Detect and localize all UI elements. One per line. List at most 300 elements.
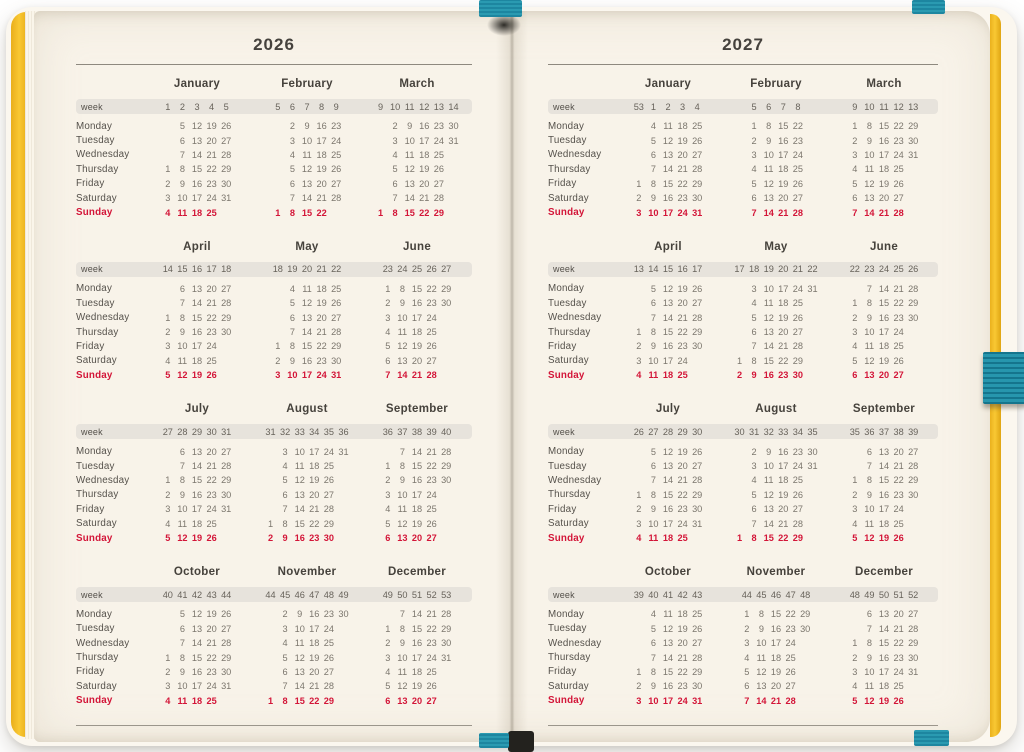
month-day-numbers <box>830 208 938 218</box>
week-number: 32 <box>279 426 291 437</box>
date-number: 2 <box>289 121 295 132</box>
month-band <box>548 562 938 708</box>
week-number: 33 <box>294 426 305 437</box>
week-number: 11 <box>879 101 889 112</box>
date-number: 10 <box>763 461 774 472</box>
date-number: 1 <box>275 341 281 352</box>
month-day-numbers <box>142 681 252 691</box>
date-number <box>805 370 820 380</box>
month-day-numbers <box>252 193 362 203</box>
date-number <box>805 533 820 543</box>
date-number <box>161 136 176 146</box>
week-number: 51 <box>893 589 904 600</box>
date-number <box>798 681 813 691</box>
date-number: 8 <box>650 666 656 677</box>
date-number: 29 <box>800 609 811 620</box>
date-number: 1 <box>852 298 858 309</box>
date-number: 1 <box>744 609 750 620</box>
week-number: 48 <box>849 589 860 600</box>
date-number <box>161 461 176 471</box>
month-day-numbers <box>614 284 722 294</box>
date-number: 20 <box>206 446 217 457</box>
week-number: 2 <box>665 101 671 112</box>
day-row <box>548 148 938 162</box>
week-number: 4 <box>694 101 700 112</box>
date-number: 24 <box>323 446 334 457</box>
month-day-numbers <box>614 136 722 146</box>
day-label: Monday <box>76 283 113 295</box>
month-day-numbers <box>142 164 252 174</box>
month-slot <box>722 78 830 90</box>
week-number: 7 <box>780 101 786 112</box>
month-day-numbers <box>362 179 472 189</box>
week-label: week <box>553 426 575 437</box>
date-number <box>336 533 351 543</box>
date-number: 17 <box>662 355 674 366</box>
date-number: 21 <box>778 207 789 218</box>
day-row <box>76 282 472 296</box>
date-number: 25 <box>206 355 217 366</box>
week-number: 6 <box>766 101 772 112</box>
month-day-numbers <box>614 638 722 648</box>
week-number: 12 <box>419 101 430 112</box>
date-number: 27 <box>426 533 437 543</box>
month-day-numbers <box>722 356 830 366</box>
date-number: 13 <box>763 193 774 204</box>
date-number: 26 <box>426 681 437 692</box>
date-number: 4 <box>751 475 757 486</box>
date-number: 29 <box>908 121 919 132</box>
day-row <box>76 339 472 353</box>
date-number: 5 <box>852 178 858 189</box>
month-day-numbers <box>614 370 722 380</box>
date-number: 27 <box>893 193 904 204</box>
week-number: 8 <box>319 101 325 112</box>
week-number: 30 <box>692 426 703 437</box>
date-number: 1 <box>275 207 281 218</box>
month-names-row <box>76 74 472 94</box>
date-number: 25 <box>323 638 334 649</box>
date-number: 24 <box>792 149 803 160</box>
date-number: 11 <box>864 518 875 529</box>
month-day-numbers <box>722 136 830 146</box>
date-number: 22 <box>316 207 327 218</box>
day-row <box>548 368 938 382</box>
month-day-numbers <box>252 356 362 366</box>
week-number: 6 <box>289 101 295 112</box>
month-day-numbers <box>830 461 938 471</box>
date-number: 22 <box>426 461 437 472</box>
date-number <box>439 313 454 323</box>
day-label: Thursday <box>76 489 119 501</box>
date-number: 24 <box>893 149 904 160</box>
date-number: 7 <box>650 164 656 175</box>
month-day-numbers <box>830 609 938 619</box>
day-label: Sunday <box>76 695 113 707</box>
date-number: 6 <box>392 178 398 189</box>
week-label: week <box>81 264 103 275</box>
date-number: 29 <box>323 518 334 529</box>
date-number: 11 <box>177 355 188 366</box>
date-number: 20 <box>411 355 423 366</box>
week-number: 9 <box>377 101 384 112</box>
date-number: 16 <box>411 638 423 649</box>
date-number: 24 <box>426 489 437 500</box>
date-number: 10 <box>756 638 767 649</box>
date-number: 28 <box>221 298 232 309</box>
week-number: 49 <box>864 589 875 600</box>
day-row <box>548 622 938 636</box>
month-day-numbers <box>252 164 362 174</box>
month-day-numbers <box>252 208 362 218</box>
month-day-numbers <box>252 696 362 706</box>
date-number <box>263 638 278 648</box>
date-number: 14 <box>191 149 203 160</box>
date-number <box>805 341 820 351</box>
date-number <box>439 519 454 529</box>
month-day-numbers <box>142 696 252 706</box>
month-day-numbers <box>722 638 830 648</box>
day-row <box>76 191 472 205</box>
date-number: 18 <box>878 164 890 175</box>
month-day-numbers <box>362 533 472 543</box>
day-label: Saturday <box>548 518 589 530</box>
month-band <box>548 74 938 220</box>
date-number: 18 <box>411 666 423 677</box>
day-row <box>76 296 472 310</box>
day-row <box>548 205 938 219</box>
date-number: 21 <box>893 461 904 472</box>
date-number: 18 <box>411 327 423 338</box>
date-number: 8 <box>751 533 757 543</box>
date-number <box>219 208 234 218</box>
date-number: 31 <box>807 461 818 472</box>
date-number: 15 <box>662 327 674 338</box>
date-number: 19 <box>206 121 217 132</box>
date-number <box>632 313 647 323</box>
date-number: 1 <box>267 518 274 529</box>
day-label: Friday <box>548 666 577 678</box>
month-slot <box>722 403 830 415</box>
week-number: 27 <box>648 426 659 437</box>
date-number: 11 <box>763 298 774 309</box>
date-number: 1 <box>267 695 274 706</box>
month-name: May <box>764 240 788 253</box>
date-number: 24 <box>331 135 342 146</box>
date-number: 27 <box>331 312 342 323</box>
date-number: 28 <box>908 623 919 634</box>
day-label: Monday <box>76 446 113 458</box>
date-number: 2 <box>736 370 743 381</box>
month-names-row <box>76 237 472 257</box>
week-number: 29 <box>677 426 688 437</box>
month-day-numbers <box>722 609 830 619</box>
date-number: 7 <box>650 312 656 323</box>
date-number: 28 <box>331 327 342 338</box>
date-number: 4 <box>385 504 391 515</box>
month-day-numbers <box>142 653 252 663</box>
date-number: 11 <box>177 518 188 529</box>
date-number: 5 <box>852 533 858 543</box>
day-label: Sunday <box>548 532 585 544</box>
date-number: 24 <box>677 355 688 366</box>
month-day-numbers <box>252 667 362 677</box>
date-number: 28 <box>908 461 919 472</box>
date-number: 17 <box>662 518 674 529</box>
date-number: 28 <box>221 638 232 649</box>
date-number: 17 <box>878 504 890 515</box>
date-number: 28 <box>221 149 232 160</box>
date-number: 23 <box>893 652 904 663</box>
date-number <box>732 447 747 457</box>
month-day-numbers <box>830 638 938 648</box>
date-number: 20 <box>411 533 423 543</box>
day-label: Wednesday <box>548 474 602 486</box>
week-number: 37 <box>878 426 890 437</box>
date-number: 4 <box>385 327 391 338</box>
date-number: 25 <box>692 121 703 132</box>
date-number: 29 <box>221 652 232 663</box>
date-number: 30 <box>692 193 703 204</box>
date-number: 12 <box>864 178 875 189</box>
date-number: 19 <box>419 164 430 175</box>
date-number <box>732 313 747 323</box>
date-number: 4 <box>165 207 171 218</box>
date-number: 2 <box>165 489 171 500</box>
month-day-numbers <box>142 284 252 294</box>
day-label: Tuesday <box>548 460 587 472</box>
week-number: 25 <box>411 264 423 275</box>
date-number: 8 <box>650 489 656 500</box>
date-number: 5 <box>650 446 656 457</box>
month-day-numbers <box>722 298 830 308</box>
date-number: 24 <box>426 312 437 323</box>
date-number <box>219 341 234 351</box>
date-number: 7 <box>751 518 757 529</box>
date-number: 17 <box>878 666 890 677</box>
date-number: 4 <box>852 164 858 175</box>
date-number: 18 <box>191 207 203 218</box>
date-number: 31 <box>692 207 703 218</box>
month-day-numbers <box>142 341 252 351</box>
date-number: 2 <box>751 446 757 457</box>
date-number: 21 <box>419 193 430 204</box>
date-number: 8 <box>751 355 757 366</box>
date-number: 4 <box>165 695 171 706</box>
date-number: 23 <box>426 298 437 309</box>
date-number: 12 <box>662 283 674 294</box>
month-slot <box>362 241 472 253</box>
week-number: 24 <box>878 264 890 275</box>
date-number: 2 <box>165 666 171 677</box>
date-number <box>161 609 176 619</box>
date-number: 11 <box>864 164 875 175</box>
date-number: 18 <box>778 164 789 175</box>
date-number <box>271 179 286 189</box>
date-number: 31 <box>331 370 342 381</box>
day-row <box>76 694 472 708</box>
date-number: 17 <box>662 695 674 706</box>
date-number: 15 <box>404 207 415 218</box>
month-week-numbers <box>252 590 362 600</box>
date-number: 14 <box>756 695 767 706</box>
date-number: 23 <box>778 370 789 381</box>
date-number <box>632 121 647 131</box>
date-number: 23 <box>792 446 803 457</box>
date-number: 4 <box>282 638 288 649</box>
day-label: Monday <box>76 120 113 132</box>
date-number: 20 <box>893 609 904 620</box>
date-number: 13 <box>662 638 674 649</box>
week-number-row <box>76 262 472 277</box>
month-day-numbers <box>252 519 362 529</box>
date-number: 26 <box>893 695 904 706</box>
day-label: Tuesday <box>76 460 115 472</box>
date-number: 25 <box>426 504 437 515</box>
date-number: 10 <box>397 312 408 323</box>
month-day-numbers <box>142 490 252 500</box>
date-number: 16 <box>191 489 203 500</box>
month-day-numbers <box>722 504 830 514</box>
date-number: 9 <box>650 681 656 692</box>
date-number <box>271 136 286 146</box>
month-day-numbers <box>614 653 722 663</box>
date-number: 2 <box>852 312 858 323</box>
date-number <box>906 504 921 514</box>
date-number: 7 <box>179 298 185 309</box>
month-day-numbers <box>722 179 830 189</box>
week-number: 22 <box>807 264 818 275</box>
day-row <box>76 205 472 219</box>
date-number: 23 <box>206 666 217 677</box>
date-number: 3 <box>852 504 858 515</box>
month-day-numbers <box>614 356 722 366</box>
month-week-numbers <box>362 264 472 274</box>
date-number: 8 <box>392 207 398 218</box>
date-number: 12 <box>662 446 674 457</box>
date-number: 21 <box>206 638 217 649</box>
date-number <box>219 370 234 380</box>
month-slot <box>362 78 472 90</box>
date-number: 24 <box>316 370 327 381</box>
month-day-numbers <box>252 533 362 543</box>
date-number: 4 <box>636 533 642 543</box>
date-number: 27 <box>893 370 904 381</box>
date-number: 23 <box>677 341 688 352</box>
date-number: 3 <box>852 149 858 160</box>
date-number <box>271 313 286 323</box>
date-number: 24 <box>677 207 688 218</box>
date-number: 26 <box>206 370 217 381</box>
date-number: 11 <box>663 609 673 620</box>
month-day-numbers <box>614 121 722 131</box>
date-number: 10 <box>648 355 659 366</box>
date-number: 23 <box>677 681 688 692</box>
date-number: 13 <box>301 312 313 323</box>
month-day-numbers <box>722 193 830 203</box>
date-number <box>439 356 454 366</box>
date-number: 10 <box>864 149 875 160</box>
date-number: 22 <box>677 666 688 677</box>
date-number: 5 <box>385 341 391 352</box>
date-number: 18 <box>770 652 782 663</box>
date-number: 13 <box>397 695 408 706</box>
date-number: 20 <box>309 666 320 677</box>
date-number: 3 <box>636 355 642 366</box>
date-number: 28 <box>433 193 444 204</box>
month-slot <box>614 566 722 578</box>
date-number <box>336 490 351 500</box>
date-number: 30 <box>448 121 459 132</box>
week-number: 48 <box>800 589 811 600</box>
date-number: 2 <box>385 638 391 649</box>
month-day-numbers <box>142 475 252 485</box>
date-number: 29 <box>323 695 334 706</box>
month-day-numbers <box>252 370 362 380</box>
week-number: 30 <box>734 426 745 437</box>
month-names-row <box>548 74 938 94</box>
date-number: 7 <box>179 149 185 160</box>
week-number-row <box>76 424 472 439</box>
date-number: 18 <box>677 121 688 132</box>
date-number: 27 <box>692 461 703 472</box>
day-label: Saturday <box>76 518 117 530</box>
date-number: 27 <box>692 298 703 309</box>
date-number: 23 <box>893 135 904 146</box>
date-number <box>906 193 921 203</box>
date-number: 18 <box>309 461 320 472</box>
date-number: 1 <box>852 121 858 132</box>
day-row <box>76 488 472 502</box>
date-number: 20 <box>419 178 430 189</box>
date-number: 22 <box>206 312 217 323</box>
month-day-numbers <box>722 208 830 218</box>
date-number: 18 <box>878 681 890 692</box>
date-number: 10 <box>177 504 188 515</box>
month-day-numbers <box>722 533 830 543</box>
date-number: 14 <box>397 370 408 381</box>
date-number: 4 <box>852 341 858 352</box>
date-number: 30 <box>441 475 452 486</box>
date-number: 8 <box>866 638 872 649</box>
month-name: September <box>852 403 916 416</box>
date-number: 12 <box>294 475 305 486</box>
month-day-numbers <box>252 490 362 500</box>
date-number: 2 <box>636 681 642 692</box>
month-name: February <box>281 78 333 90</box>
date-number: 30 <box>908 312 919 323</box>
date-number: 9 <box>407 121 413 132</box>
calendar-right <box>548 74 938 708</box>
date-number: 23 <box>309 533 320 543</box>
date-number: 14 <box>662 475 674 486</box>
date-number: 15 <box>878 475 890 486</box>
date-number: 17 <box>191 681 203 692</box>
month-day-numbers <box>362 638 472 648</box>
date-number: 10 <box>294 446 305 457</box>
month-day-numbers <box>362 327 472 337</box>
date-number <box>906 533 921 543</box>
date-number: 16 <box>419 121 430 132</box>
date-number <box>271 121 286 131</box>
week-number: 8 <box>795 101 801 112</box>
month-day-numbers <box>722 341 830 351</box>
week-number: 10 <box>389 101 401 112</box>
week-number: 19 <box>763 264 774 275</box>
date-number: 3 <box>744 638 750 649</box>
week-label: week <box>81 101 103 112</box>
month-day-numbers <box>362 341 472 351</box>
